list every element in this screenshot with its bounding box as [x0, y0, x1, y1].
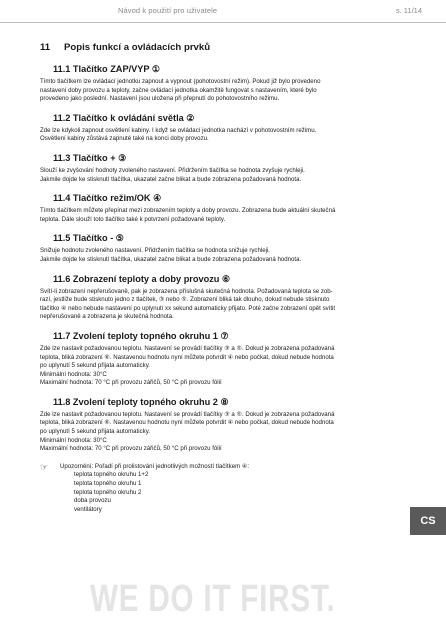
- section-title: 11.2 Tlačítko k ovládání světla ②: [53, 112, 195, 123]
- section-title: 11.6 Zobrazení teploty a doby provozu ⑥: [53, 273, 231, 284]
- sections: [40, 64, 410, 454]
- section-text-line: Zde lze kdykoli zapnout osvětlení kabiny. I když se ovládací jednotka nachází v pohotovostním režimu.: [40, 126, 317, 134]
- section-text-line: provedeno jako poslední. Nastavení jsou uložena při přepnutí do pohotovostního režimu.: [40, 95, 280, 103]
- section-text-line: teplota. Dále slouží toto tlačítko také k potvrzení požadované teploty.: [40, 215, 226, 223]
- section-title: 11.3 Tlačítko + ③: [53, 152, 127, 163]
- section-text-line: Osvětlení kabiny zůstává zapnuté také na konci doby provozu.: [40, 135, 209, 143]
- section-title: 11.7 Zvolení teploty topného okruhu 1 ⑦: [53, 330, 229, 341]
- chapter-number: 11: [40, 42, 51, 53]
- section-text-line: teplota, bliká zobrazení ⑥. Nastavenou hodnotu nyní můžete potvrdit ④ nebo počkat, dokud nebude hodnota: [40, 419, 334, 427]
- section-text-line: Svítí-li zobrazení nepřerušovaně, pak je zobrazena příslušná skutečná hodnota. Požadovaná teplota se zob-: [40, 287, 333, 295]
- section-text-line: Zde lze nastavit požadovanou teplotu. Nastavení se provádí tlačítky ③ a ⑤. Dokud je zobrazena požadovaná: [40, 344, 335, 352]
- note-list-item: doba provozu: [74, 497, 111, 505]
- section: [40, 64, 410, 104]
- section-text-line: po uplynutí 5 sekund přijata automaticky.: [40, 362, 150, 370]
- section-text-line: Tímto tlačítkem lze ovládací jednotku zapnout a vypnout (pohotovostní režim). Pokud již bylo provedeno: [40, 78, 321, 85]
- section-text-line: Minimální hodnota: 30°C: [40, 370, 107, 378]
- section-text-line: razí, jestliže bude stisknuto jedno z tlačítek, ③ nebo ⑤. Zobrazení bliká tak dlouho, dokud nebude stisknuto: [40, 296, 330, 304]
- section-text-line: Jakmile dojde ke stisknutí tlačítka, ukazatel začne blikat a bude zobrazena požadovaná hodnota.: [40, 255, 302, 263]
- section-text-line: Slouží ke zvyšování hodnoty zvoleného nastavení. Přidržením tlačítka se hodnota zvyšuje rychleji.: [40, 166, 305, 174]
- section-text-line: teplota, bliká zobrazení ⑥. Nastavenou hodnotu nyní můžete potvrdit ④ nebo počkat, dokud nebude hodnota: [40, 353, 334, 361]
- section: [40, 233, 410, 264]
- page-number: s. 11/14: [395, 6, 422, 15]
- section-text-line: Minimální hodnota: 30°C: [40, 436, 107, 444]
- section-text-line: Zde lze nastavit požadovanou teplotu. Nastavení se provádí tlačítky ③ a ⑤. Dokud je zobrazena požadovaná: [40, 410, 335, 418]
- document-title: Návod k použití pro uživatele: [118, 6, 218, 15]
- section: [40, 153, 410, 184]
- section-text-line: nastavení doby provozu a teploty, začne ovládací jednotka okamžitě fungovat s nastavením, které bylo: [40, 86, 317, 94]
- note-list: [60, 471, 249, 514]
- content: [40, 42, 410, 514]
- note-list-item: teplota topného okruhu 1: [74, 480, 142, 488]
- section-text-line: Tímto tlačítkem můžete přepínat mezi zobrazením teploty a doby provozu. Zobrazena bude aktuální skutečná: [40, 207, 336, 215]
- section-text-line: Maximální hodnota: 70 °C při provozu zářičů, 50 °C při provozu fólií: [40, 445, 222, 453]
- note-list-item: teplota topného okruhu 2: [74, 488, 142, 496]
- section-title: 11.4 Tlačítko režim/OK ④: [53, 193, 162, 204]
- section: [40, 331, 410, 388]
- chapter-title: Popis funkcí a ovládacích prvků: [64, 42, 211, 53]
- note-list-item: ventilátory: [74, 505, 102, 513]
- section-text-line: Snižuje hodnotu zvoleného nastavení. Přidržením tlačítka se hodnota snižuje rychleji.: [40, 247, 271, 255]
- pointing-hand-icon: ☞: [40, 461, 49, 472]
- section-title: 11.8 Zvolení teploty topného okruhu 2 ⑧: [53, 396, 229, 407]
- note: [40, 463, 410, 515]
- section-text-line: po uplynutí 5 sekund přijata automaticky.: [40, 428, 150, 436]
- section-text-line: tlačítko ④ nebo nebude nastavení po uplynutí xx sekund automaticky přijato. Poté začne zobrazení opět svítit: [40, 304, 336, 312]
- section: [40, 274, 410, 322]
- section: [40, 193, 410, 224]
- page-header: [0, 0, 446, 23]
- note-text: Upozornění: Pořadí při prolistování jednotlivých možností tlačítkem ④:: [60, 462, 250, 470]
- section: [40, 113, 410, 144]
- footer-slogan: WE DO IT FIRST.: [90, 578, 336, 620]
- section-text-line: Maximální hodnota: 70 °C při provozu zářičů, 50 °C při provozu fólií: [40, 379, 222, 387]
- note-list-item: teplota topného okruhu 1+2: [74, 471, 149, 479]
- section-text-line: nepřerušovaně a zobrazena je skutečná hodnota.: [40, 313, 174, 321]
- section-title: 11.1 Tlačítko ZAP/VYP ①: [53, 64, 161, 74]
- section-title: 11.5 Tlačítko - ⑤: [53, 233, 125, 244]
- section-text-line: Jakmile dojde ke stisknutí tlačítka, ukazatel začne blikat a bude zobrazena požadovaná hodnota.: [40, 175, 302, 183]
- language-tab: CS: [410, 507, 446, 535]
- chapter-heading: [40, 42, 410, 53]
- section: [40, 397, 410, 454]
